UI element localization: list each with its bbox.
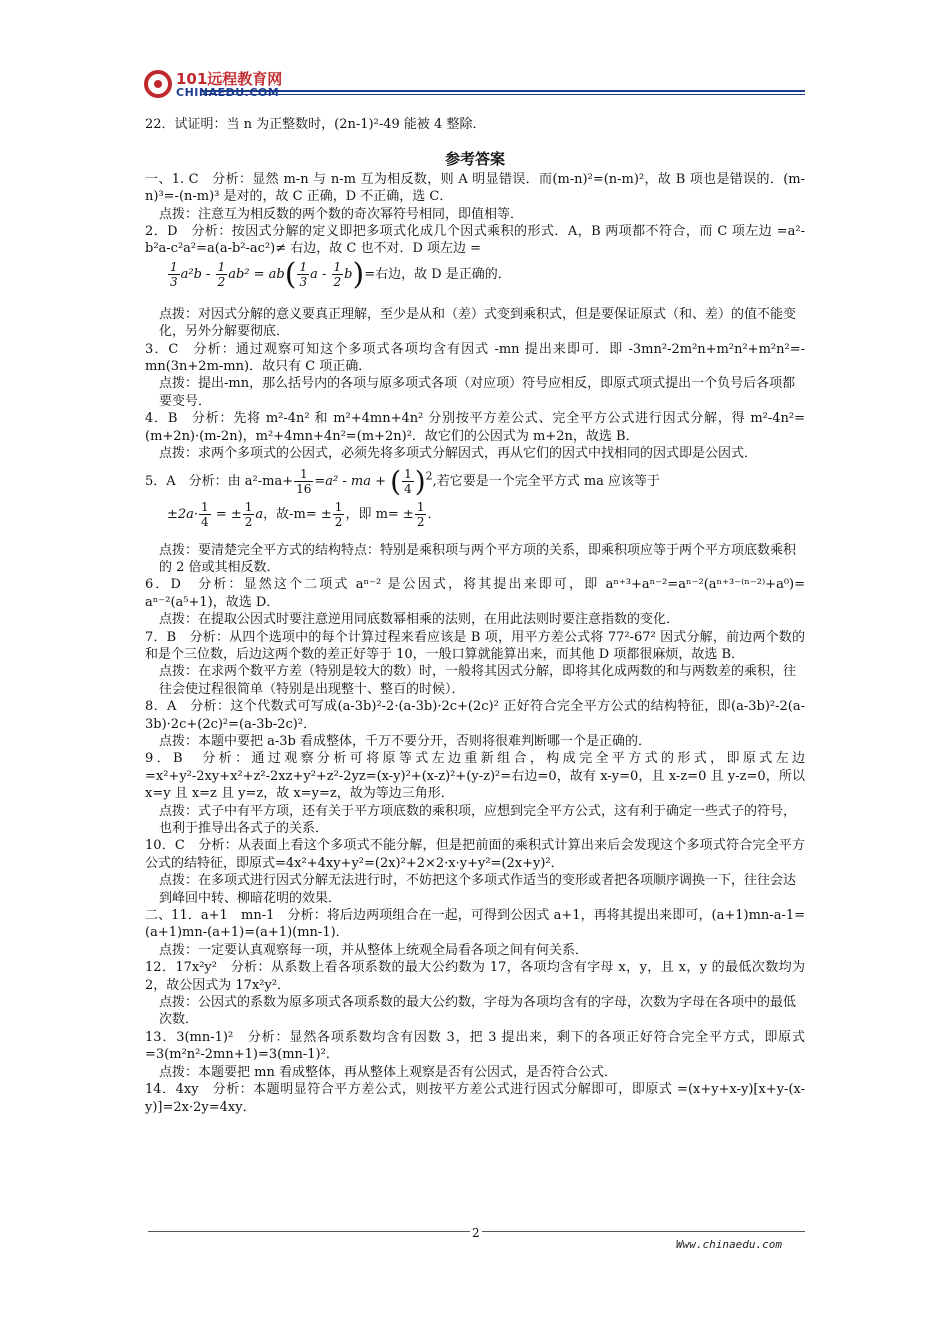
hint-paragraph: 点拨：求两个多项式的公因式，必须先将多项式分解因式，再从它们的因式中找相同的因式即是公因式． (159, 446, 758, 462)
page-header (140, 66, 805, 106)
answer-list (145, 171, 805, 1116)
answer-paragraph: 12．17x²y² 分析：从系数上看各项系数的最大公约数为 17，各项均含有字母 x，y，且 x，y 的最低次数均为 2，故公因式为 17x²y²． (145, 960, 805, 993)
hint-paragraph: 点拨：在多项式进行因式分解无法进行时，不妨把这个多项式作适当的变形或者把各项顺序调换一下，往往会达到峰回中转、柳暗花明的效果． (159, 873, 797, 906)
answer-paragraph: 9．B 分析：通过观察分析可将原等式左边重新组合，构成完全平方式的形式，即原式左边 =x²+y²-2xy+x²+z²-2xz+y²+z²-2yz=(x-y)²+(x-z)²+(y-z)²=右边=0，故有 x-y=0，且 x-z=0 且 y-z=0，所以 x=y 且 x=z 且 y=z，故 x=y=z，故为等边三角形． (145, 751, 805, 802)
answer-paragraph: 一、1. C 分析：显然 m-n 与 n-m 互为相反数，则 A 明显错误．而(m-n)²=(n-m)²，故 B 项也是错误的．(m-n)³=-(n-m)³ 是对的，故 C 正确，D 不正确，选 C． (145, 171, 805, 205)
hint-paragraph: 点拨：在提取公因式时要注意逆用同底数幂相乘的法则，在用此法则时要注意指数的变化． (159, 612, 680, 628)
header-rule (200, 90, 805, 92)
answer-paragraph: 14．4xy 分析：本题明显符合平方差公式，则按平方差公式进行因式分解即可，即原式 =(x+y+x-y)[x+y-(x-y)]=2x·2y=4xy． (145, 1082, 805, 1115)
answer-title: 参考答案 (444, 150, 505, 169)
hint-paragraph: 点拨：本题要把 mn 看成整体，再从整体上观察是否有公因式，是否符合公式． (159, 1064, 617, 1080)
answer-paragraph: 13．3(mn-1)² 分析：显然各项系数均含有因数 3，把 3 提出来，剩下的各项正好符合完全平方式，即原式=3(m²n²-2mn+1)=3(mn-1)²． (145, 1029, 805, 1063)
answer-paragraph: 4．B 分析：先将 m²-4n² 和 m²+4mn+4n² 分别按平方差公式、完全平方公式进行因式分解，得 m²-4n²=(m+2n)·(m-2n)，m²+4mn+4n²=(m+2n)²．故它们的公因式为 m+2n，故选 B． (145, 411, 805, 444)
equation-line: 5．A 分析：由 a²-ma+ $\frac{1}{16}$ =a² - ma + ( $\frac{1}{4}$ )$^2$,若它要是一个完全平方式 ma 应该等于 (145, 464, 661, 498)
question-22: 22．试证明：当 n 为正整数时，(2n-1)²-49 能被 4 整除． (145, 117, 486, 132)
hint-paragraph: 点拨：式子中有平方项，还有关于平方项底数的乘积项，应想到完全平方公式，这有利于确定一些式子的符号，也利于推导出各式子的关系． (159, 803, 797, 836)
hint-paragraph: 点拨：一定要认真观察每一项，并从整体上统观全局看各项之间有何关系． (159, 942, 589, 958)
logo-icon (144, 70, 172, 98)
answer-paragraph: 7．B 分析：从四个选项中的每个计算过程来看应该是 B 项，用平方差公式将 77²-67² 因式分解，前边两个数的和是个三位数，后边这两个数的差正好等于 10，一般口算就能算出来，而其他 D 项都很麻烦，故选 B． (145, 629, 805, 662)
logo-title: 101远程教育网 (176, 70, 283, 88)
answer-paragraph: 8．A 分析：这个代数式可写成(a-3b)²-2·(a-3b)·2c+(2c)² 正好符合完全平方公式的结构特征，即(a-3b)²-2(a-3b)·2c+(2c)²=(a-3b-2c)²． (145, 699, 805, 732)
header-rule-thin (200, 94, 805, 95)
equation-line: ±2a· $\frac{1}{4}$ = ± $\frac{1}{2}$ a，故-m= ± $\frac{1}{2}$ ，即 m= ± $\frac{1}{2}$ ． (167, 499, 441, 529)
logo-subtitle: CHINAEDU.COM (176, 86, 280, 99)
hint-paragraph: 点拨：提出-mn，那么括号内的各项与原多项式各项（对应项）符号应相反，即原式项式提出一个负号后各项都要变号． (159, 376, 796, 409)
answer-paragraph: 10．C 分析：从表面上看这个多项式不能分解，但是把前面的乘积式计算出来后会发现这个多项式符合完全平方公式的结特征，即原式=4x²+4xy+y²=(2x)²+2×2·x·y+y²=(2x+y)²． (145, 838, 805, 871)
answer-paragraph: 3．C 分析：通过观察可知这个多项式各项均含有因式 -mn 提出来即可．即 -3mn²-2m²n+m²n²+m²n²=-mn(3n+2m-mn)．故只有 C 项正确． (145, 341, 805, 375)
answer-paragraph: 6．D 分析：显然这个二项式 aⁿ⁻² 是公因式，将其提出来即可，即 aⁿ⁺³+aⁿ⁻²=aⁿ⁻²(aⁿ⁺³⁻⁽ⁿ⁻²⁾+a⁰)= aⁿ⁻²(a⁵+1)，故选 D． (145, 577, 805, 610)
hint-paragraph: 点拨：注意互为相反数的两个数的奇次幂符号相同，即值相等． (159, 206, 524, 222)
hint-paragraph: 点拨：要清楚完全平方式的结构特点：特别是乘积项与两个平方项的关系，即乘积项应等于两个平方项底数乘积的 2 倍或其相反数． (159, 542, 797, 575)
hint-paragraph: 点拨：本题中要把 a-3b 看成整体，千万不要分开，否则将很难判断哪一个是正确的． (159, 733, 652, 749)
hint-paragraph: 点拨：在求两个数平方差（特别是较大的数）时，一般将其因式分解，即将其化成两数的和与两数差的乘积，往往会使过程很简单（特别是出现整十、整百的时候）． (159, 664, 797, 697)
hint-paragraph: 点拨：对因式分解的意义要真正理解，至少是从和（差）式变到乘积式，但是要保证原式（和、差）的值不能变化，另外分解要彻底． (159, 306, 797, 340)
equation-line: $\frac{1}{3}$ a²b - $\frac{1}{2}$ ab² = ab( $\frac{1}{3}$ a - $\frac{1}{2}$ b)=右边，故 D 是正确的． (170, 256, 511, 292)
document-body (145, 116, 805, 1116)
site-logo[interactable] (140, 66, 340, 106)
footer-url[interactable]: Www.chinaedu.com (676, 1238, 782, 1251)
hint-paragraph: 点拨：公因式的系数为原多项式各项系数的最大公约数，字母为各项均含有的字母，次数为字母在各项中的最低次数． (159, 995, 797, 1028)
answer-paragraph: 二、11．a+1 mn-1 分析：将后边两项组合在一起，可得到公因式 a+1，再将其提出来即可，(a+1)mn-a-1=(a+1)mn-(a+1)=(a+1)(mn-1)． (145, 908, 805, 941)
answer-paragraph: 2．D 分析：按因式分解的定义即把多项式化成几个因式乘积的形式．A，B 两项都不符合，而 C 项左边 =a²-b²a-c²a²=a(a-b²-ac²)≠ 右边，故 C 也不对．D 项左边 = (145, 224, 805, 257)
page-number: 2 (472, 1226, 480, 1240)
